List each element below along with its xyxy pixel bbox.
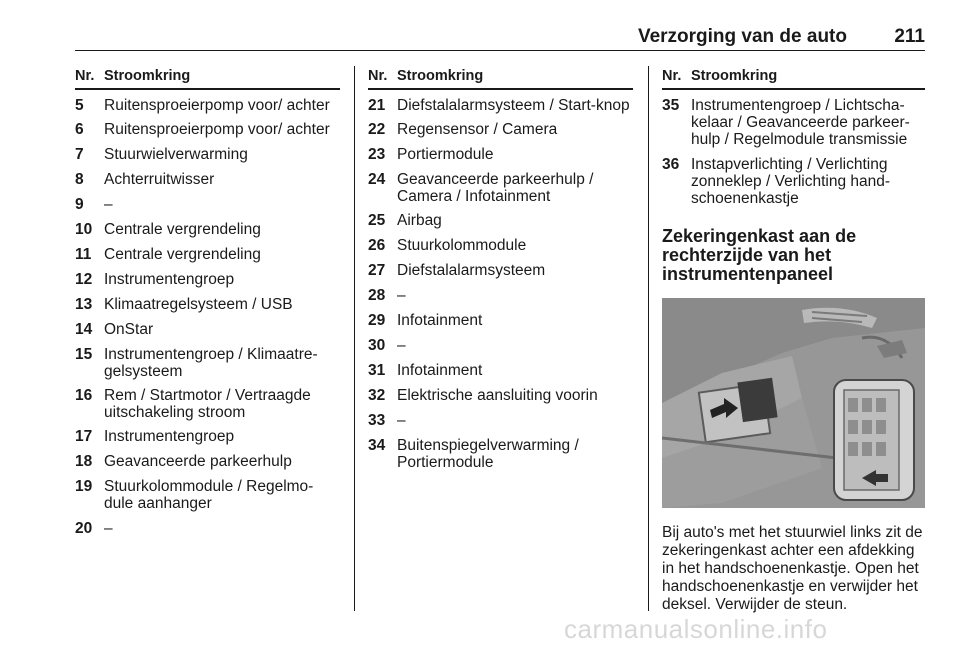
- header-nr: Nr.: [662, 68, 682, 84]
- table-row: [662, 97, 925, 148]
- table-row: [368, 412, 633, 429]
- table-row: [75, 246, 340, 263]
- fuse-circuit: Rem / Startmotor / Vertraagde uitschakeling stroom: [104, 387, 311, 421]
- fuse-number: 36: [662, 156, 680, 173]
- table-row: [75, 453, 340, 470]
- fuse-table-column-1: [75, 66, 340, 537]
- table-row: [368, 287, 633, 304]
- table-header: [368, 66, 633, 90]
- column-divider: [648, 66, 649, 611]
- glovebox-fuse-box-illustration: [662, 298, 925, 508]
- fuse-table-column-3: [662, 66, 925, 614]
- section-title: Verzorging van de auto: [637, 26, 847, 47]
- table-row: [75, 146, 340, 163]
- table-row: [368, 362, 633, 379]
- table-header: [75, 66, 340, 90]
- fuse-number: 28: [368, 287, 386, 304]
- fuse-number: 7: [75, 146, 84, 163]
- fuse-circuit: Regensensor / Camera: [397, 121, 558, 138]
- fuse-number: 25: [368, 212, 386, 229]
- page-header: [75, 26, 925, 50]
- fuse-number: 33: [368, 412, 386, 429]
- table-row: [75, 387, 340, 421]
- fuse-number: 30: [368, 337, 386, 354]
- fuse-number: 23: [368, 146, 386, 163]
- table-row: [75, 321, 340, 338]
- table-row: [368, 387, 633, 404]
- fuse-number: 20: [75, 520, 93, 537]
- header-circuit: Stroomkring: [397, 68, 484, 84]
- fuse-number: 19: [75, 478, 93, 495]
- fuse-number: 5: [75, 97, 84, 114]
- table-row: [75, 428, 340, 445]
- fuse-circuit: Buitenspiegelverwarming / Portiermodule: [397, 437, 579, 471]
- table-row: [75, 196, 340, 213]
- fuse-circuit: Infotainment: [397, 312, 483, 329]
- fuse-number: 11: [75, 246, 92, 263]
- fuse-circuit: Stuurwielverwarming: [104, 146, 248, 163]
- table-row: [368, 121, 633, 138]
- fuse-number: 14: [75, 321, 93, 338]
- fuse-circuit: Instapverlichting / Verlichting zonneklep / Verlichting hand-schoenenkastje: [691, 156, 891, 207]
- watermark: carmanualsonline.info: [564, 614, 828, 644]
- header-divider: [75, 50, 925, 51]
- fuse-circuit: –: [104, 196, 113, 213]
- table-row: [75, 121, 340, 138]
- dashboard-illustration-icon: [662, 298, 925, 508]
- table-row: [75, 296, 340, 313]
- fuse-number: 8: [75, 171, 84, 188]
- fuse-number: 10: [75, 221, 93, 238]
- table-row: [368, 437, 633, 471]
- fuse-number: 31: [368, 362, 386, 379]
- fuse-circuit: Centrale vergrendeling: [104, 221, 261, 238]
- table-row: [368, 97, 633, 114]
- fuse-circuit: Stuurkolommodule: [397, 237, 527, 254]
- fuse-circuit: Achterruitwisser: [104, 171, 215, 188]
- fuse-number: 18: [75, 453, 93, 470]
- table-row: [662, 156, 925, 207]
- column-divider: [354, 66, 355, 611]
- table-row: [75, 346, 340, 380]
- fuse-circuit: –: [397, 287, 406, 304]
- table-row: [368, 337, 633, 354]
- header-circuit: Stroomkring: [691, 68, 778, 84]
- fuse-number: 6: [75, 121, 84, 138]
- fuse-number: 26: [368, 237, 386, 254]
- table-row: [75, 171, 340, 188]
- fuse-number: 24: [368, 171, 386, 188]
- table-row: [75, 271, 340, 288]
- table-row: [75, 221, 340, 238]
- fuse-circuit: Elektrische aansluiting voorin: [397, 387, 598, 404]
- fuse-number: 35: [662, 97, 680, 114]
- fuse-circuit: Instrumentengroep: [104, 428, 235, 445]
- page-number: 211: [894, 26, 925, 47]
- fuse-circuit: Geavanceerde parkeerhulp: [104, 453, 292, 470]
- fuse-circuit: OnStar: [104, 321, 154, 338]
- fuse-number: 12: [75, 271, 93, 288]
- fuse-number: 34: [368, 437, 386, 454]
- fuse-circuit: –: [104, 520, 113, 537]
- fuse-number: 21: [368, 97, 386, 114]
- fuse-number: 9: [75, 196, 84, 213]
- table-row: [368, 262, 633, 279]
- table-row: [368, 171, 633, 205]
- fuse-circuit: Geavanceerde parkeerhulp / Camera / Infotainment: [397, 171, 594, 205]
- fuse-circuit: Stuurkolommodule / Regelmo-dule aanhanger: [104, 478, 314, 512]
- fuse-number: 27: [368, 262, 386, 279]
- section-heading: Zekeringenkast aan de rechterzijde van het instrumentenpaneel: [662, 226, 857, 284]
- fuse-circuit: Instrumentengroep: [104, 271, 235, 288]
- table-row: [368, 237, 633, 254]
- fuse-circuit: –: [397, 412, 406, 429]
- body-paragraph: Bij auto's met het stuurwiel links zit de zekeringenkast achter een afdekking in het handschoenenkastje. Open het handschoenenkastje en verwijder het deksel. Verwijder de steun.: [662, 524, 923, 613]
- header-circuit: Stroomkring: [104, 68, 191, 84]
- fuse-circuit: Infotainment: [397, 362, 483, 379]
- fuse-circuit: Ruitensproeierpomp voor/ achter: [104, 121, 330, 138]
- table-row: [368, 212, 633, 229]
- fuse-circuit: Instrumentengroep / Klimaatre-gelsysteem: [104, 346, 318, 380]
- fuse-number: 29: [368, 312, 386, 329]
- table-row: [368, 146, 633, 163]
- fuse-circuit: Ruitensproeierpomp voor/ achter: [104, 97, 330, 114]
- fuse-number: 15: [75, 346, 93, 363]
- fuse-circuit: Centrale vergrendeling: [104, 246, 261, 263]
- fuse-circuit: Airbag: [397, 212, 442, 229]
- fuse-number: 16: [75, 387, 93, 404]
- fuse-table-column-2: [368, 66, 633, 471]
- fuse-circuit: –: [397, 337, 406, 354]
- header-nr: Nr.: [75, 68, 95, 84]
- fuse-circuit: Diefstalalarmsysteem / Start-knop: [397, 97, 630, 114]
- fuse-circuit: Diefstalalarmsysteem: [397, 262, 546, 279]
- table-row: [75, 97, 340, 114]
- fuse-circuit: Portiermodule: [397, 146, 494, 163]
- fuse-number: 17: [75, 428, 93, 445]
- table-header: [662, 66, 925, 90]
- fuse-number: 13: [75, 296, 93, 313]
- table-row: [75, 520, 340, 537]
- fuse-number: 32: [368, 387, 386, 404]
- table-row: [368, 312, 633, 329]
- fuse-circuit: Klimaatregelsysteem / USB: [104, 296, 293, 313]
- table-row: [75, 478, 340, 512]
- header-nr: Nr.: [368, 68, 388, 84]
- fuse-circuit: Instrumentengroep / Lichtscha-kelaar / Geavanceerde parkeer-hulp / Regelmodule transmissie: [691, 97, 910, 148]
- fuse-number: 22: [368, 121, 386, 138]
